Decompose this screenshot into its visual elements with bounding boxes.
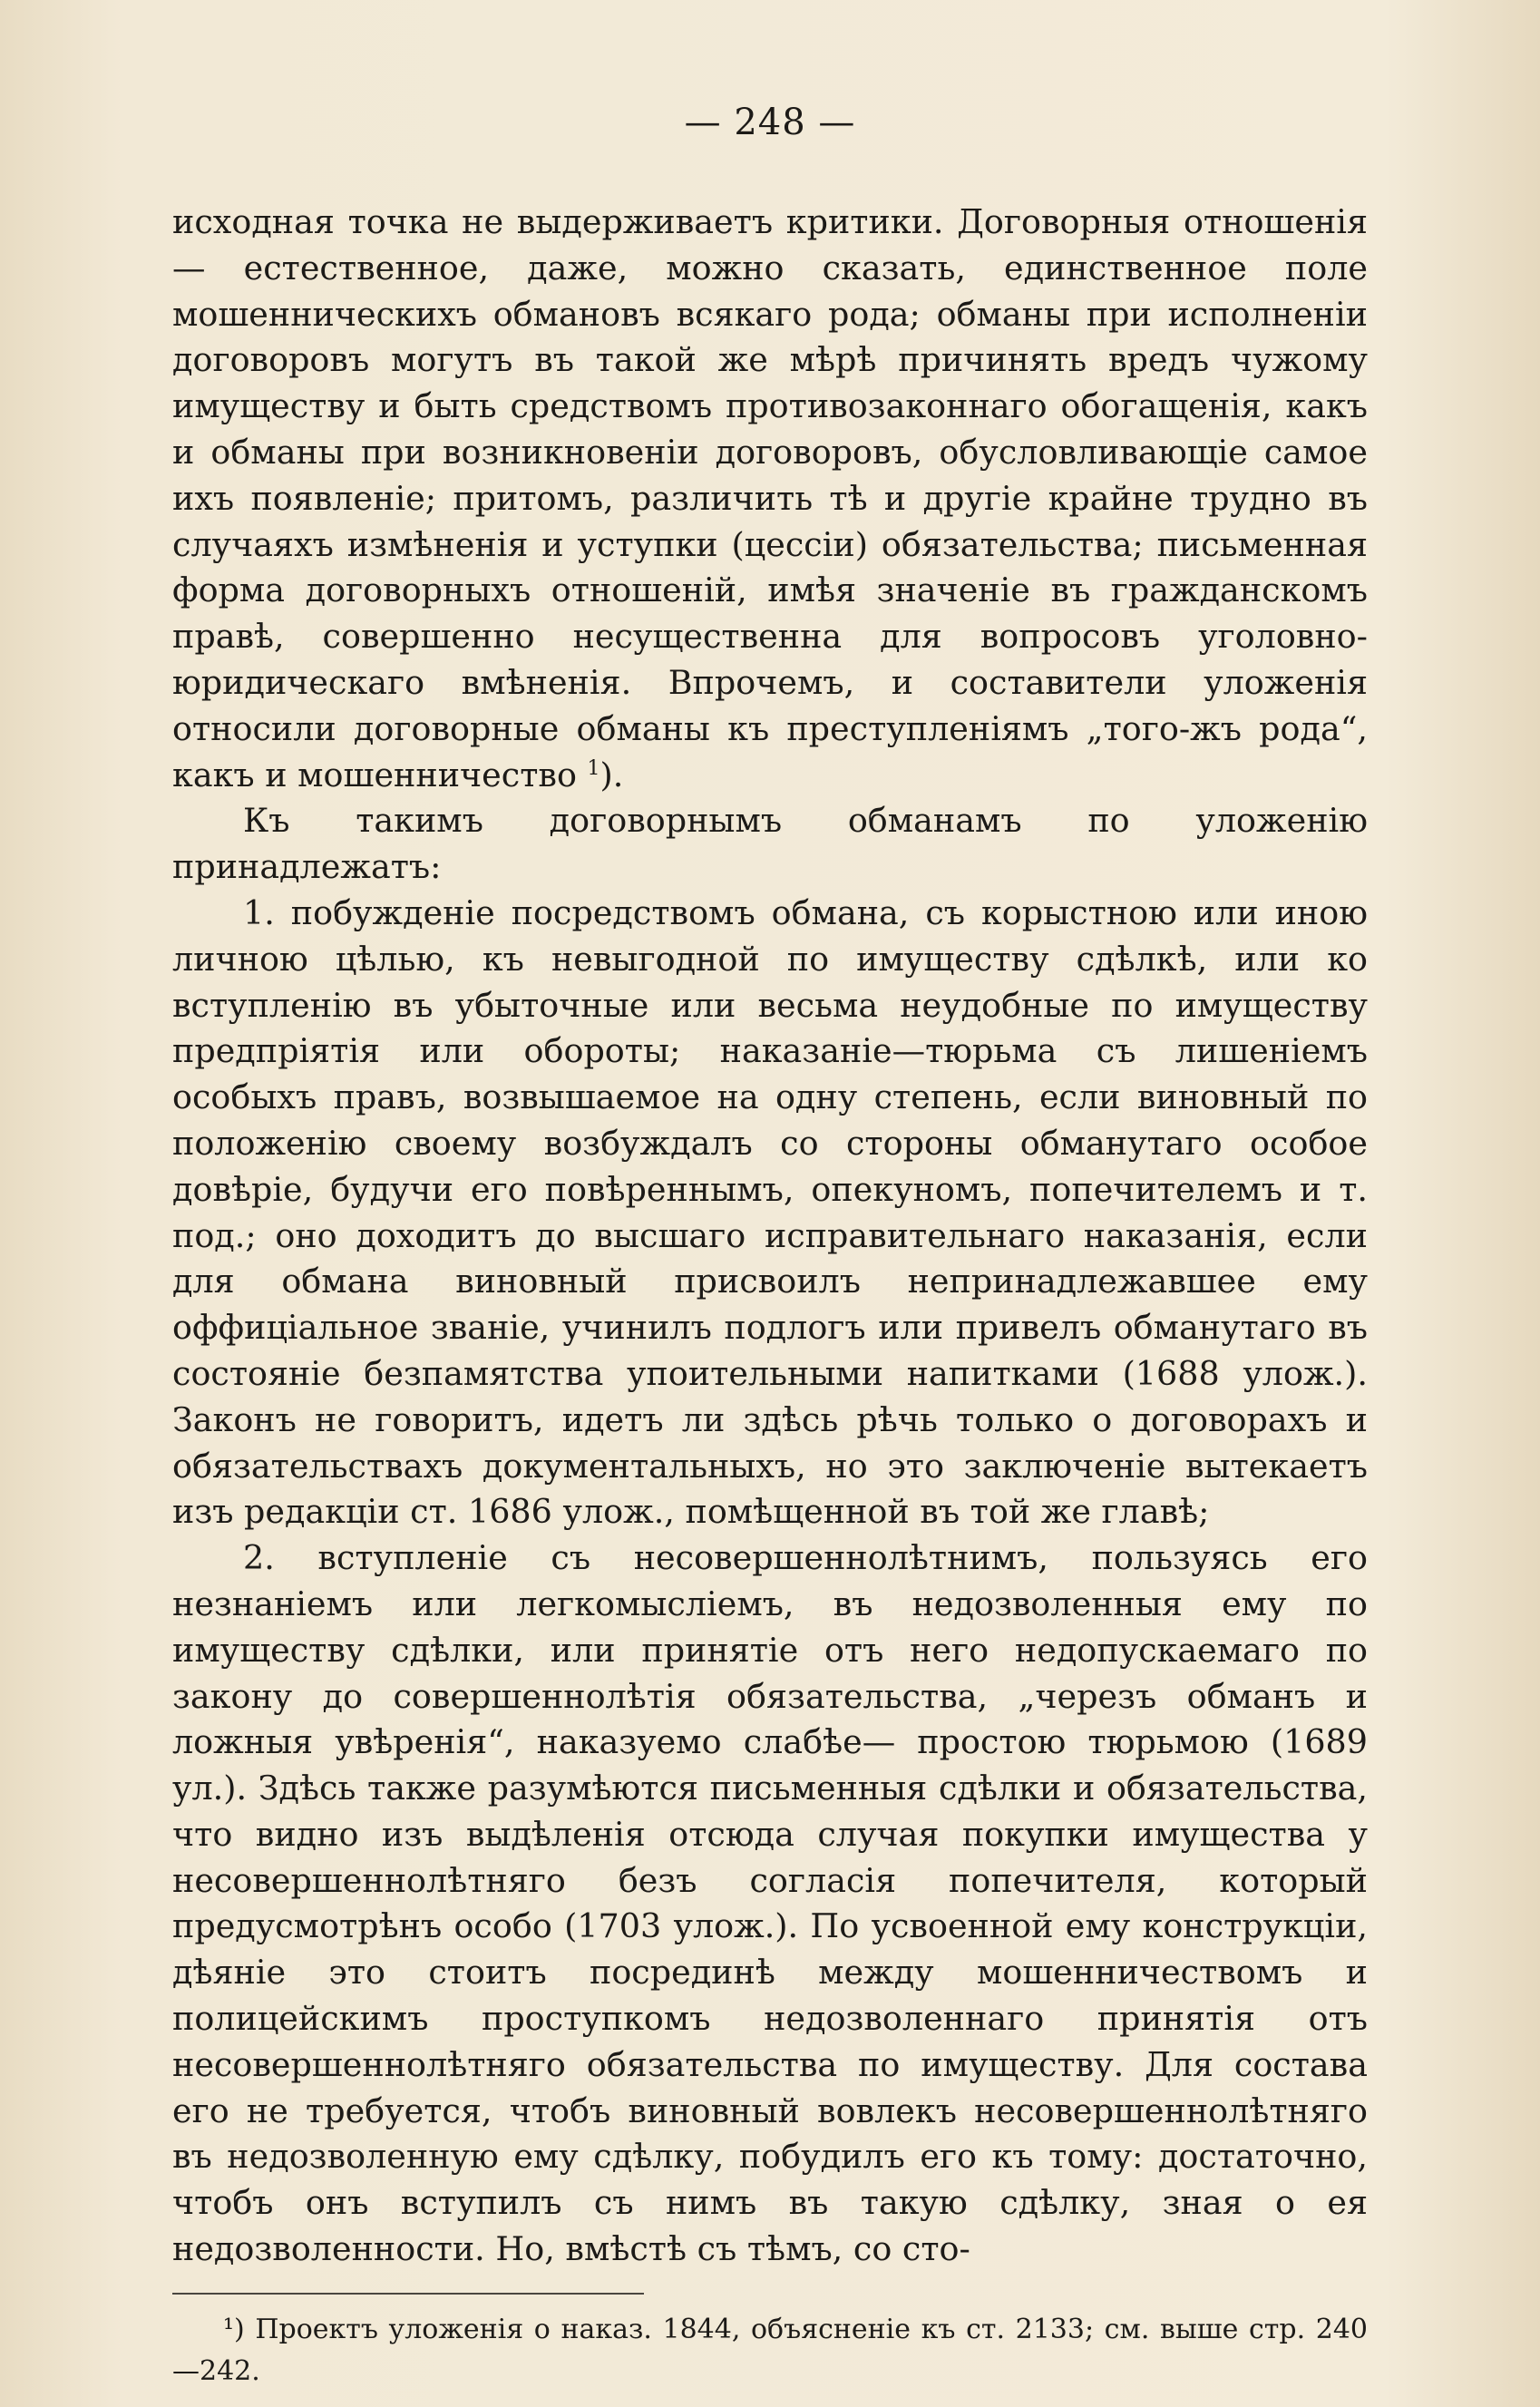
paragraph-continuation <box>172 200 1368 798</box>
footnote-reference: 1 <box>587 756 600 780</box>
page-number: — 248 — <box>684 102 856 143</box>
paragraph-item-1: 1. побужденіе посредствомъ обмана, съ корыстною или иною личною цѣлью, къ невыгодной по имуществу сдѣлкѣ, или ко вступленію въ убыточные или весьма неудобные по имуществу предпріятія или обороты; наказаніе—тюрьма съ лишеніемъ особыхъ правъ, возвышаемое на одну степень, если виновный по положенію своему возбуждалъ со стороны обманутаго особое довѣріе, будучи его повѣреннымъ, опекуномъ, попечителемъ и т. под.; оно доходитъ до высшаго исправительнаго наказанія, если для обмана виновный присвоилъ непринадлежавшее ему оффиціальное званіе, учинилъ подлогъ или привелъ обманутаго въ состояніе безпамятства упоительными напитками (1688 улож.). Законъ не говоритъ, идетъ ли здѣсь рѣчь только о договорахъ и обязательствахъ документальныхъ, но это заключеніе вытекаетъ изъ редакціи ст. 1686 улож., помѣщенной въ той же главѣ; <box>172 892 1368 1532</box>
footnote-reference-tail: ). <box>599 755 624 794</box>
paragraph-text: исходная точка не выдерживаетъ критики. Договорныя отношенія— естественное, даже, можно сказать, единственное поле мошенническихъ обмановъ всякаго рода; обманы при исполненіи договоровъ могутъ въ такой же мѣрѣ причинять вредъ чужому имуществу и быть средствомъ противозаконнаго обогащенія, какъ и обманы при возникновеніи договоровъ, обусловливающіе самое ихъ появленіе; притомъ, различить тѣ и другіе крайне трудно въ случаяхъ измѣненія и уступки (цессіи) обязательства; письменная форма договорныхъ отношеній, имѣя значеніе въ гражданскомъ правѣ, совершенно несущественна для вопросовъ уголовно-юридическаго вмѣненія. Впрочемъ, и составители уложенія относили договорные обманы къ преступленіямъ „того-жъ рода“, какъ и мошенничество <box>172 202 1368 794</box>
paragraph-intro: Къ такимъ договорнымъ обманамъ по уложенію принадлежатъ: <box>172 801 1368 887</box>
paragraph-item-2: 2. вступленіе съ несовершеннолѣтнимъ, пользуясь его незнаніемъ или легкомысліемъ, въ недозволенныя ему по имуществу сдѣлки, или принятіе отъ него недопускаемаго по закону до совершеннолѣтія обязательства, „черезъ обманъ и ложныя увѣренія“, наказуемо слабѣе— простою тюрьмою (1689 ул.). Здѣсь также разумѣются письменныя сдѣлки и обязательства, что видно изъ выдѣленія отсюда случая покупки имущества у несовершеннолѣтняго безъ согласія попечителя, который предусмотрѣнъ особо (1703 улож.). По усвоенной ему конструкціи, дѣяніе это стоитъ посрединѣ между мошенничествомъ и полицейскимъ проступкомъ недозволеннаго принятія отъ несовершеннолѣтняго обязательства по имуществу. Для состава его не требуется, чтобъ виновный вовлекъ несовершеннолѣтняго въ недозволенную ему сдѣлку, побудилъ его къ тому: достаточно, чтобъ онъ вступилъ съ нимъ въ такую сдѣлку, зная о ея недозволенности. Но, вмѣстѣ съ тѣмъ, со сто- <box>172 1538 1368 2269</box>
body-text <box>172 200 1368 2273</box>
footnote: ¹) Проектъ уложенія о наказ. 1844, объясненіе къ ст. 2133; см. выше стр. 240—242. <box>172 2313 1368 2387</box>
footnote-divider <box>172 2293 644 2295</box>
